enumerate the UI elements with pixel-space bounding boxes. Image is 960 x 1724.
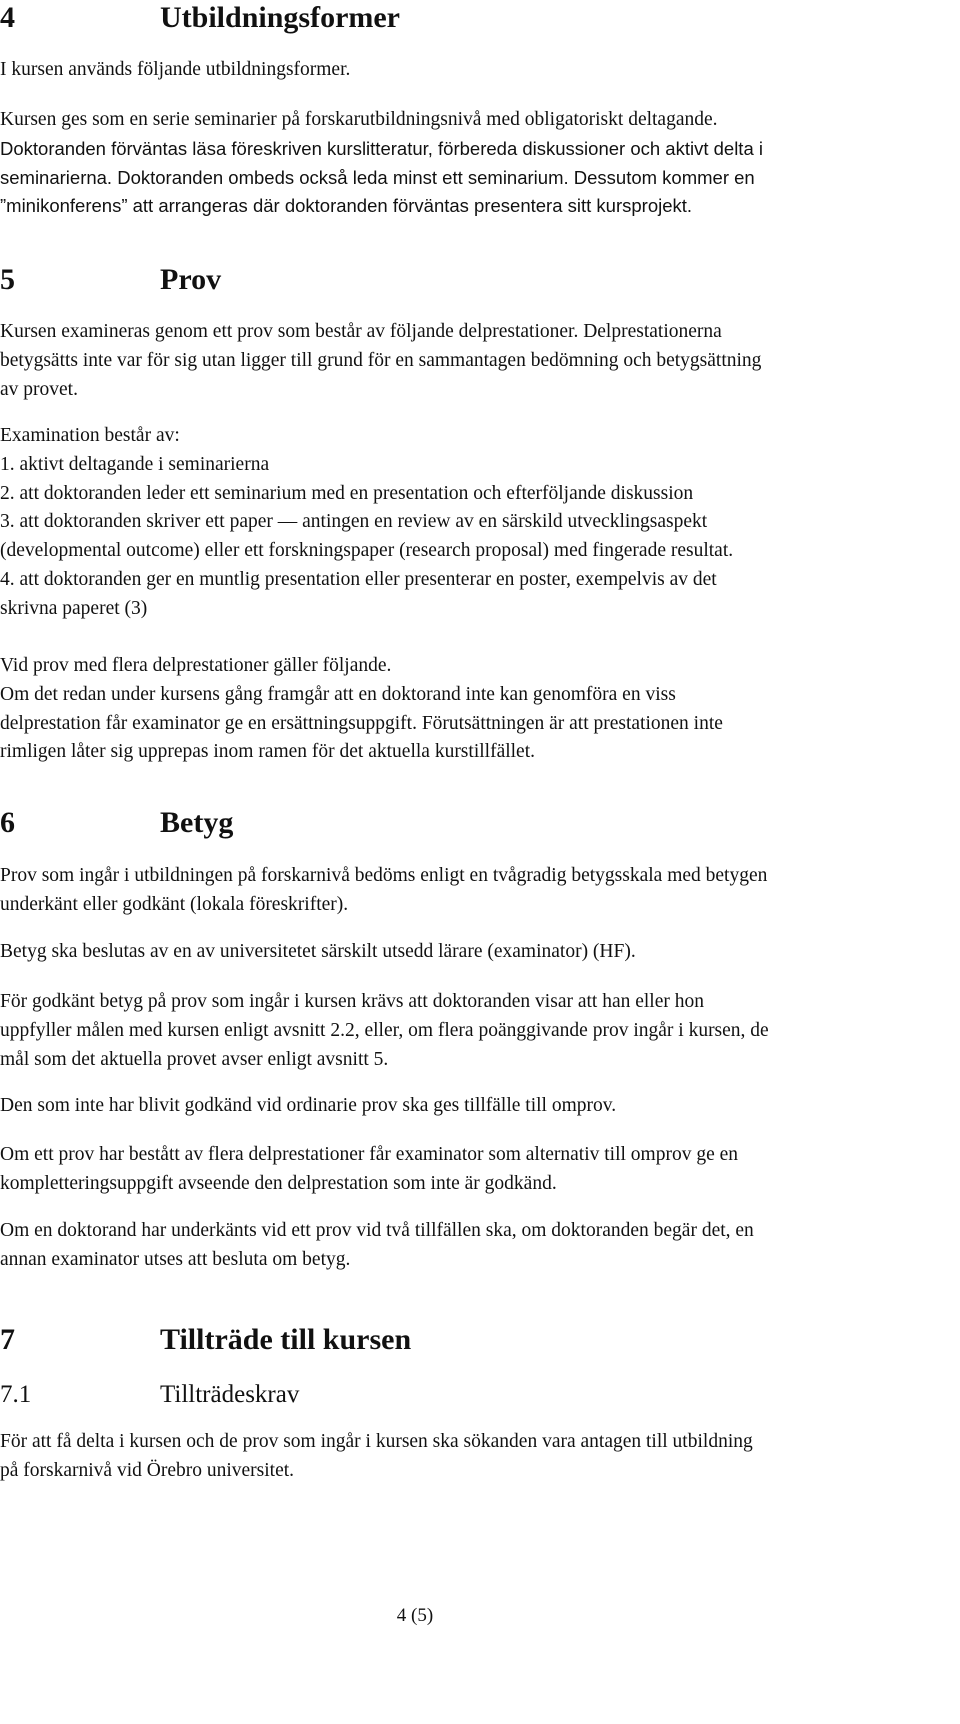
text-line: seminarierna. Doktoranden ombeds också leda minst ett seminarium. Dessutom kommer en [0, 166, 755, 188]
section-4-title: Utbildningsformer [160, 1, 400, 34]
section-7-title: Tillträde till kursen [160, 1323, 412, 1356]
text-line: betygsätts inte var för sig utan ligger till grund för en sammantagen bedömning och betygsättning [0, 349, 762, 371]
section-5-paragraph-1 [0, 318, 952, 404]
list-heading: Examination består av: [0, 425, 180, 446]
section-7-1-paragraph [0, 1428, 952, 1486]
text-line: Om ett prov har bestått av flera delprestationer får examinator som alternativ till omprov ge en [0, 1144, 739, 1165]
section-7-1-number: 7.1 [0, 1381, 32, 1408]
section-5-title: Prov [160, 263, 222, 296]
text-line: Kursen ges som en serie seminarier på forskarutbildningsnivå med obligatoriskt deltagande. [0, 109, 718, 130]
text-line: delprestation får examinator ge en ersättningsuppgift. Förutsättningen är att prestationen inte [0, 712, 723, 734]
text-line: Om det redan under kursens gång framgår att en doktorand inte kan genomföra en viss [0, 683, 676, 705]
section-7-number: 7 [0, 1323, 15, 1356]
list-item: (developmental outcome) eller ett forskningspaper (research proposal) med fingerade resultat. [0, 540, 734, 562]
section-6-paragraph-6 [0, 1217, 952, 1275]
text-line: Doktoranden förväntas läsa föreskriven kurslitteratur, förbereda diskussioner och aktivt delta i [0, 137, 763, 159]
section-6-paragraph-4 [0, 1092, 952, 1121]
text-line: ”minikonferens” att arrangeras där doktoranden förväntas presentera sitt kursprojekt. [0, 195, 693, 217]
section-6-number: 6 [0, 806, 15, 839]
section-4-intro [0, 56, 952, 85]
section-4-number: 4 [0, 1, 15, 34]
text-line: av provet. [0, 378, 78, 400]
section-6-paragraph-5 [0, 1141, 952, 1199]
text-line: Prov som ingår i utbildningen på forskarnivå bedöms enligt en tvågradig betygsskala med betygen [0, 865, 768, 886]
text-line: För godkänt betyg på prov som ingår i kursen krävs att doktoranden visar att han eller hon [0, 991, 704, 1012]
list-item: 3. att doktoranden skriver ett paper — antingen en review av en särskild utvecklingsaspekt [0, 511, 708, 533]
text-line: Kursen examineras genom ett prov som består av följande delprestationer. Delprestationerna [0, 321, 722, 342]
text-line: rimligen låter sig upprepas inom ramen för det aktuella kurstillfället. [0, 741, 536, 763]
text-line: uppfyller målen med kursen enligt avsnitt 2.2, eller, om flera poänggivande prov ingår i kursen, de [0, 1019, 769, 1041]
text-line: Betyg ska beslutas av en av universitetet särskilt utsedd lärare (examinator) (HF). [0, 941, 636, 962]
list-item: 4. att doktoranden ger en muntlig presentation eller presenterar en poster, exempelvis av det [0, 568, 717, 590]
section-6-paragraph-2 [0, 938, 952, 967]
text-line: Om en doktorand har underkänts vid ett prov vid två tillfällen ska, om doktoranden begär det, en [0, 1220, 754, 1241]
text-line: annan examinator utses att besluta om betyg. [0, 1248, 351, 1270]
text-line: Vid prov med flera delprestationer gäller följande. [0, 655, 392, 676]
section-6-paragraph-3 [0, 988, 952, 1074]
list-item: skrivna paperet (3) [0, 597, 148, 619]
section-4-paragraph [0, 106, 952, 221]
section-6-title: Betyg [160, 806, 234, 839]
section-6-paragraph-1 [0, 862, 952, 920]
section-5-paragraph-2 [0, 652, 952, 767]
text-line: kompletteringsuppgift avseende den delprestation som inte är godkänd. [0, 1172, 557, 1194]
text-line: på forskarnivå vid Örebro universitet. [0, 1459, 295, 1481]
list-item: 2. att doktoranden leder ett seminarium med en presentation och efterföljande diskussion [0, 482, 694, 504]
section-5-number: 5 [0, 263, 15, 296]
list-item: 1. aktivt deltagande i seminarierna [0, 453, 270, 475]
text-line: mål som det aktuella provet avser enligt avsnitt 5. [0, 1048, 389, 1070]
text-line: Den som inte har blivit godkänd vid ordinarie prov ska ges tillfälle till omprov. [0, 1095, 617, 1116]
text-line: I kursen används följande utbildningsformer. [0, 59, 351, 80]
text-line: För att få delta i kursen och de prov som ingår i kursen ska sökanden vara antagen till utbildning [0, 1431, 753, 1452]
text-line: underkänt eller godkänt (lokala föreskrifter). [0, 893, 349, 915]
page-number: 4 (5) [396, 1605, 434, 1626]
section-5-exam-list [0, 422, 952, 624]
section-7-1-title: Tillträdeskrav [160, 1381, 300, 1408]
